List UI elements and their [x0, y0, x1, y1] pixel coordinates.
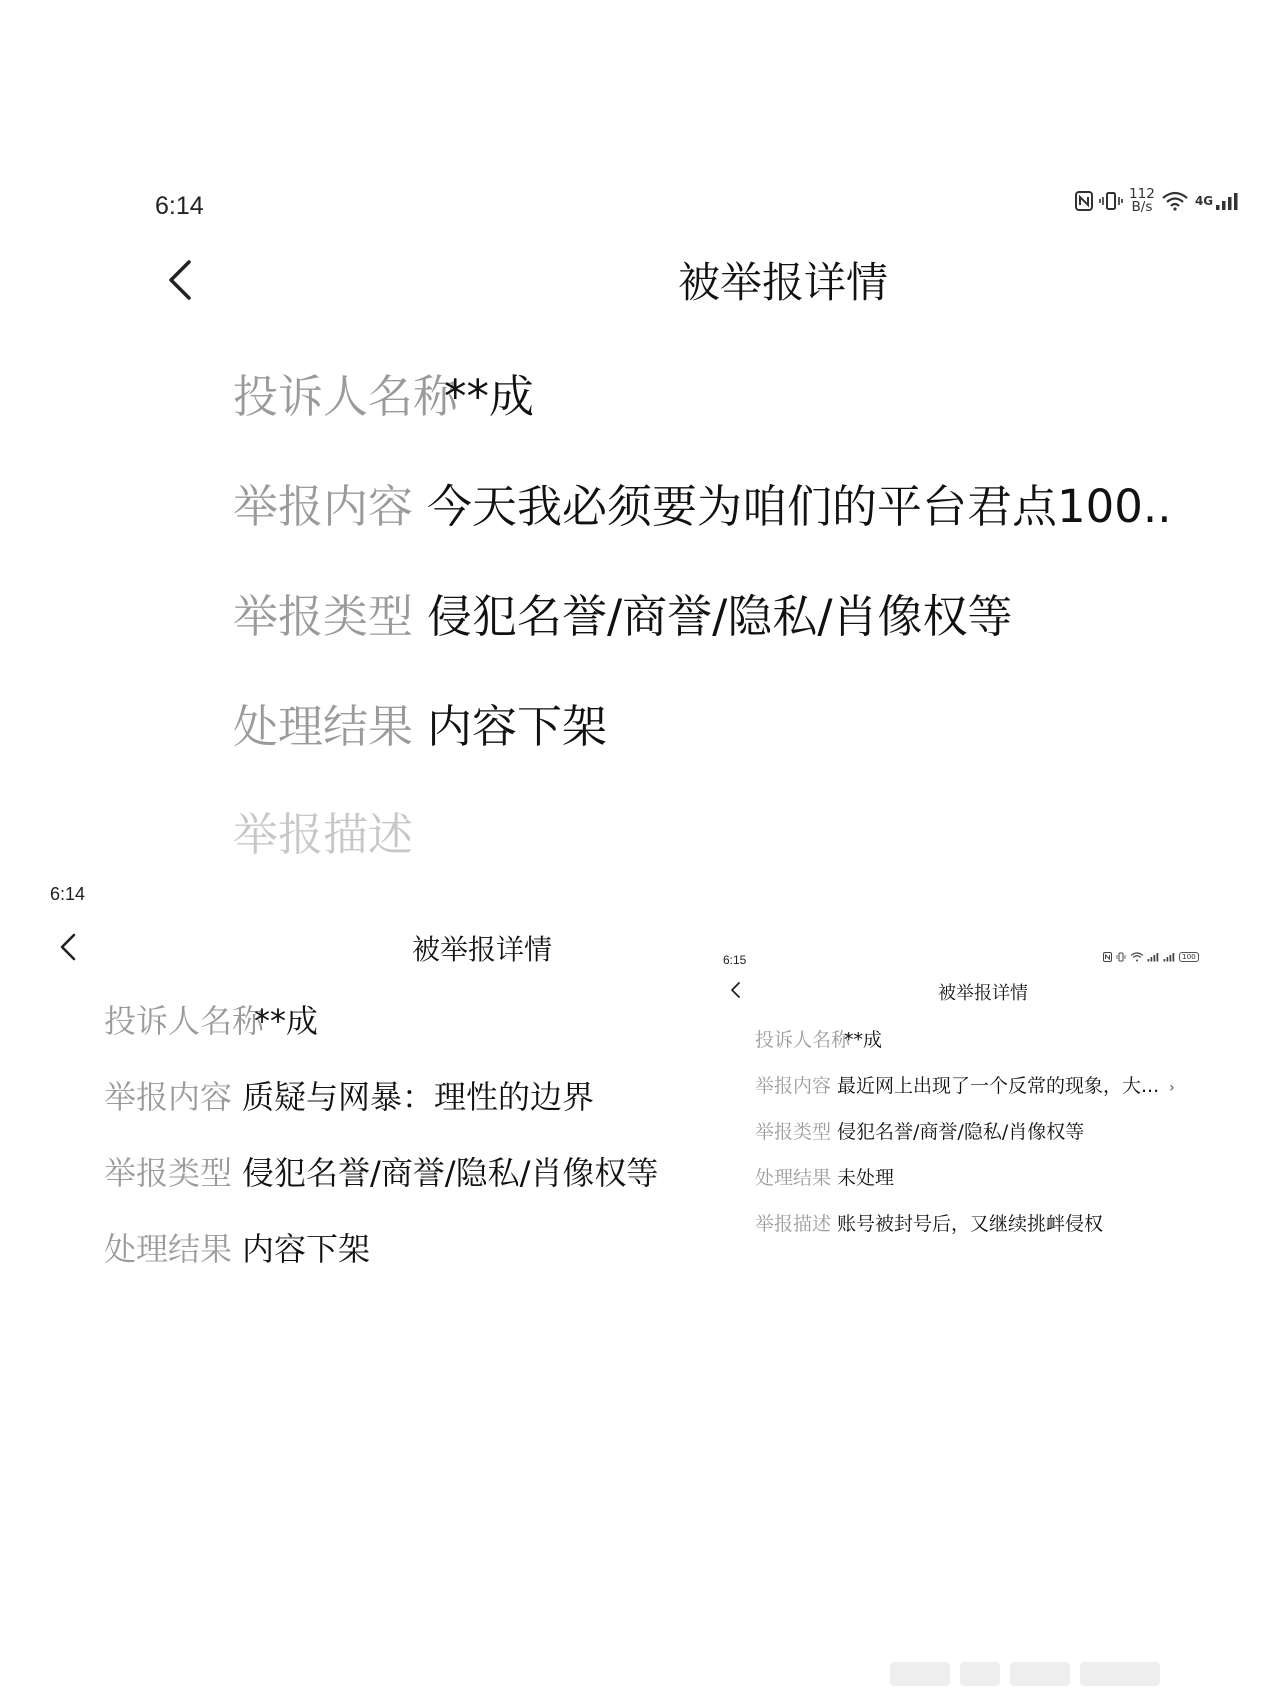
row-label: 举报内容: [104, 1078, 233, 1116]
detail-row-content[interactable]: [104, 1072, 625, 1118]
detail-row-complainant: [755, 1025, 882, 1052]
row-value: 内容下架: [242, 1230, 371, 1268]
row-value: 质疑与网暴：理性的边界: [242, 1078, 595, 1116]
row-value: **成: [254, 1002, 319, 1040]
row-label: 举报类型: [104, 1154, 233, 1192]
battery-icon: 100: [1179, 952, 1199, 962]
screenshot-1: [0, 150, 1280, 861]
row-label: 处理结果: [104, 1230, 233, 1268]
row-label: 投诉人名称: [755, 1029, 851, 1051]
nfc-icon: [1075, 191, 1093, 211]
detail-row-complainant: [104, 996, 318, 1042]
row-value: 侵犯名誉/商誉/隐私/肖像权等: [242, 1154, 659, 1192]
detail-row-type: [104, 1148, 659, 1194]
row-label: 举报描述: [233, 808, 414, 861]
detail-row-description: [233, 798, 427, 863]
row-value: 侵犯名誉/商誉/隐私/肖像权等: [837, 1121, 1085, 1143]
row-value: 账号被封号后，又继续挑衅侵权: [837, 1213, 1104, 1235]
detail-row-content[interactable]: [755, 1071, 1175, 1098]
status-time: 6:15: [723, 953, 747, 967]
row-label: 投诉人名称: [233, 370, 459, 423]
row-label: 举报类型: [755, 1121, 832, 1143]
row-label: 投诉人名称: [104, 1002, 265, 1040]
wifi-icon: [1161, 191, 1189, 211]
row-value: 未处理: [837, 1167, 895, 1189]
back-icon[interactable]: [729, 981, 741, 999]
row-value: 内容下架: [427, 700, 608, 753]
detail-row-result: [233, 690, 607, 755]
signal-icon-2: [1163, 952, 1176, 962]
status-bar-icons: [1103, 952, 1199, 962]
row-value: 侵犯名誉/商誉/隐私/肖像权等: [427, 590, 1013, 643]
detail-row-content[interactable]: [233, 470, 1248, 535]
row-label: 举报描述: [755, 1213, 832, 1235]
vibrate-icon: [1115, 952, 1127, 962]
status-time: 6:14: [155, 192, 204, 220]
page-title: 被举报详情: [678, 258, 889, 307]
detail-row-result: [104, 1224, 370, 1270]
signal-icon: [1215, 191, 1241, 211]
network-speed: [1129, 188, 1155, 214]
wifi-icon: [1130, 952, 1144, 962]
row-label: 举报内容: [233, 480, 414, 533]
row-value: 最近网上出现了一个反常的现象，大...: [837, 1075, 1160, 1097]
detail-row-result: [755, 1163, 894, 1190]
row-value: **成: [444, 370, 535, 423]
network-type: 4G: [1194, 193, 1214, 208]
row-label: 处理结果: [755, 1167, 832, 1189]
row-label: 处理结果: [233, 700, 414, 753]
detail-row-type: [233, 580, 1013, 645]
signal-icon: [1147, 952, 1160, 962]
screenshot-2: [0, 870, 659, 1280]
page-title: 被举报详情: [412, 933, 553, 966]
chevron-right-icon[interactable]: ›: [1169, 1080, 1175, 1096]
back-icon[interactable]: [165, 258, 195, 302]
row-value: 今天我必须要为咱们的平台君点100..: [427, 480, 1172, 533]
vibrate-icon: [1099, 191, 1123, 211]
watermark-logo: [890, 1654, 1160, 1694]
row-value: **成: [844, 1029, 883, 1051]
detail-row-type: [755, 1117, 1084, 1144]
screenshot-3: [715, 945, 1220, 1235]
detail-row-complainant: [233, 360, 534, 425]
network-speed-unit: B/s: [1131, 198, 1153, 215]
row-label: 举报内容: [755, 1075, 832, 1097]
network-speed-value: 112: [1129, 186, 1155, 202]
detail-row-description: [755, 1209, 1103, 1236]
status-bar-icons: [1075, 188, 1241, 214]
nfc-icon: [1103, 952, 1112, 962]
page-title: 被举报详情: [938, 983, 1028, 1004]
back-icon[interactable]: [58, 932, 78, 962]
row-label: 举报类型: [233, 590, 414, 643]
status-time: 6:14: [50, 884, 86, 904]
